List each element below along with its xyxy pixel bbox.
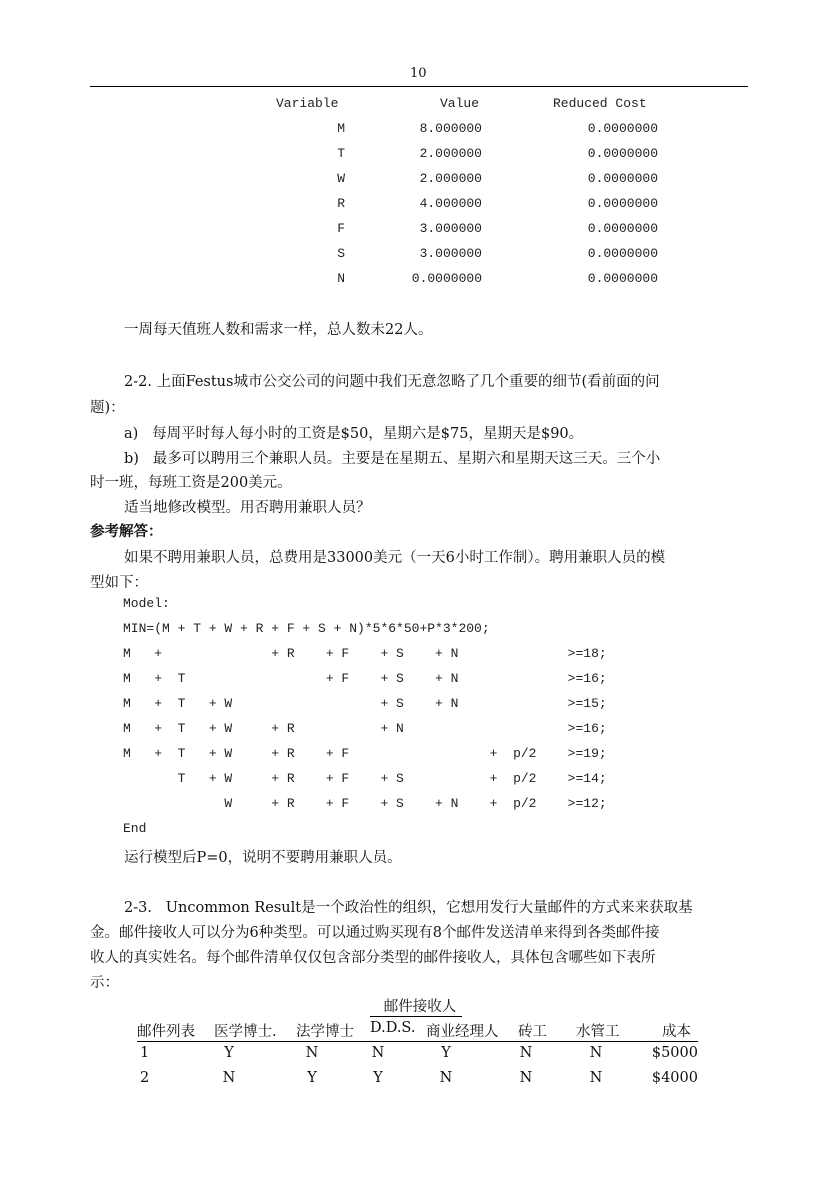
row-reduced-cost: 0.0000000 xyxy=(587,246,658,261)
row-value: 0.0000000 xyxy=(411,271,482,286)
row-reduced-cost: 0.0000000 xyxy=(587,121,658,136)
col-header-md: 医学博士. xyxy=(214,1024,277,1040)
row-value: 3.000000 xyxy=(419,246,482,261)
problem-2-3-line2: 金。邮件接收人可以分为6种类型。可以通过购买现有8个邮件发送清单来得到各类邮件接 xyxy=(90,925,660,941)
cell-list-id: 2 xyxy=(140,1070,150,1086)
row-var: F xyxy=(337,221,345,236)
problem-2-2-item-b: b) 最多可以聘用三个兼职人员。主要是在星期五、星期六和星期天这三天。三个小 xyxy=(124,451,661,467)
cell: N xyxy=(589,1070,603,1086)
row-var: R xyxy=(337,196,345,211)
problem-2-3-line4: 示： xyxy=(90,975,119,991)
problem-2-2-line2: 题)： xyxy=(90,400,125,416)
cell-list-id: 1 xyxy=(140,1045,150,1061)
col-header-reduced-cost: Reduced Cost xyxy=(553,96,647,111)
model-line: W + R + F + S + N + p/2 >=12; xyxy=(123,796,607,811)
cell: N xyxy=(305,1045,319,1061)
group-header-recipients: 邮件接收人 xyxy=(383,999,457,1015)
cell: N xyxy=(589,1045,603,1061)
row-var: W xyxy=(337,171,345,186)
answer-paragraph-cont: 型如下： xyxy=(90,575,148,591)
row-value: 4.000000 xyxy=(419,196,482,211)
model-line: End xyxy=(123,821,147,836)
row-var: S xyxy=(337,246,345,261)
problem-2-2-task: 适当地修改模型。用否聘用兼职人员？ xyxy=(124,500,371,516)
col-header-variable: Variable xyxy=(276,96,339,111)
cell: N xyxy=(371,1045,385,1061)
cell: N xyxy=(222,1070,236,1086)
cell: N xyxy=(519,1070,533,1086)
row-var: N xyxy=(337,271,345,286)
model-line: M + + R + F + S + N >=18; xyxy=(123,646,607,661)
col-header-dds: D.D.S. xyxy=(370,1020,416,1036)
model-line: M + T + W + R + F + p/2 >=19; xyxy=(123,746,607,761)
cell: Y xyxy=(224,1045,234,1061)
model-line: T + W + R + F + S + p/2 >=14; xyxy=(123,771,607,786)
problem-2-2-line1: 2-2. 上面Festus城市公交公司的问题中我们无意忽略了几个重要的细节(看前面的问 xyxy=(124,374,660,390)
cell: N xyxy=(439,1070,453,1086)
problem-2-2-item-a: a) 每周平时每人每小时的工资是$50，星期六是$75，星期天是$90。 xyxy=(124,426,584,442)
row-value: 8.000000 xyxy=(419,121,482,136)
model-line: MIN=(M + T + W + R + F + S + N)*5*6*50+P*3*200; xyxy=(123,621,490,636)
answer-paragraph: 如果不聘用兼职人员，总费用是33000美元（一天6小时工作制）。聘用兼职人员的模 xyxy=(124,550,666,566)
model-line: M + T + F + S + N >=16; xyxy=(123,671,607,686)
group-header-rule xyxy=(370,1016,462,1017)
header-rule xyxy=(90,86,748,87)
cell: N xyxy=(519,1045,533,1061)
col-header-plumber: 水管工 xyxy=(576,1024,620,1040)
col-header-list: 邮件列表 xyxy=(137,1024,195,1040)
cell-cost: $4000 xyxy=(651,1070,698,1086)
row-reduced-cost: 0.0000000 xyxy=(587,146,658,161)
row-var: T xyxy=(337,146,345,161)
cell-cost: $5000 xyxy=(651,1045,698,1061)
row-var: M xyxy=(337,121,345,136)
page-number: 10 xyxy=(410,66,427,81)
row-value: 2.000000 xyxy=(419,146,482,161)
cell: Y xyxy=(441,1045,451,1061)
conclusion: 运行模型后P=0，说明不要聘用兼职人员。 xyxy=(124,850,402,866)
row-value: 2.000000 xyxy=(419,171,482,186)
model-line: M + T + W + R + N >=16; xyxy=(123,721,607,736)
row-reduced-cost: 0.0000000 xyxy=(587,271,658,286)
cell: Y xyxy=(373,1070,383,1086)
table-header-rule xyxy=(137,1041,698,1042)
col-header-manager: 商业经理人 xyxy=(426,1024,499,1040)
col-header-bricklayer: 砖工 xyxy=(518,1024,547,1040)
row-reduced-cost: 0.0000000 xyxy=(587,196,658,211)
summary-line: 一周每天值班人数和需求一样，总人数未22人。 xyxy=(124,322,433,338)
problem-2-3-line1: 2-3. Uncommon Result是一个政治性的组织，它想用发行大量邮件的方式来来获取基 xyxy=(124,900,693,916)
row-reduced-cost: 0.0000000 xyxy=(587,171,658,186)
col-header-jd: 法学博士 xyxy=(296,1024,354,1040)
row-value: 3.000000 xyxy=(419,221,482,236)
problem-2-3-line3: 收人的真实姓名。每个邮件清单仅仅包含部分类型的邮件接收人，具体包含哪些如下表所 xyxy=(90,950,656,966)
row-reduced-cost: 0.0000000 xyxy=(587,221,658,236)
col-header-cost: 成本 xyxy=(662,1024,691,1040)
col-header-value: Value xyxy=(440,96,480,111)
answer-heading: 参考解答： xyxy=(90,523,163,540)
model-line: M + T + W + S + N >=15; xyxy=(123,696,607,711)
model-line: Model: xyxy=(123,596,170,611)
cell: Y xyxy=(307,1070,317,1086)
problem-2-2-item-b-cont: 时一班，每班工资是200美元。 xyxy=(90,475,292,491)
